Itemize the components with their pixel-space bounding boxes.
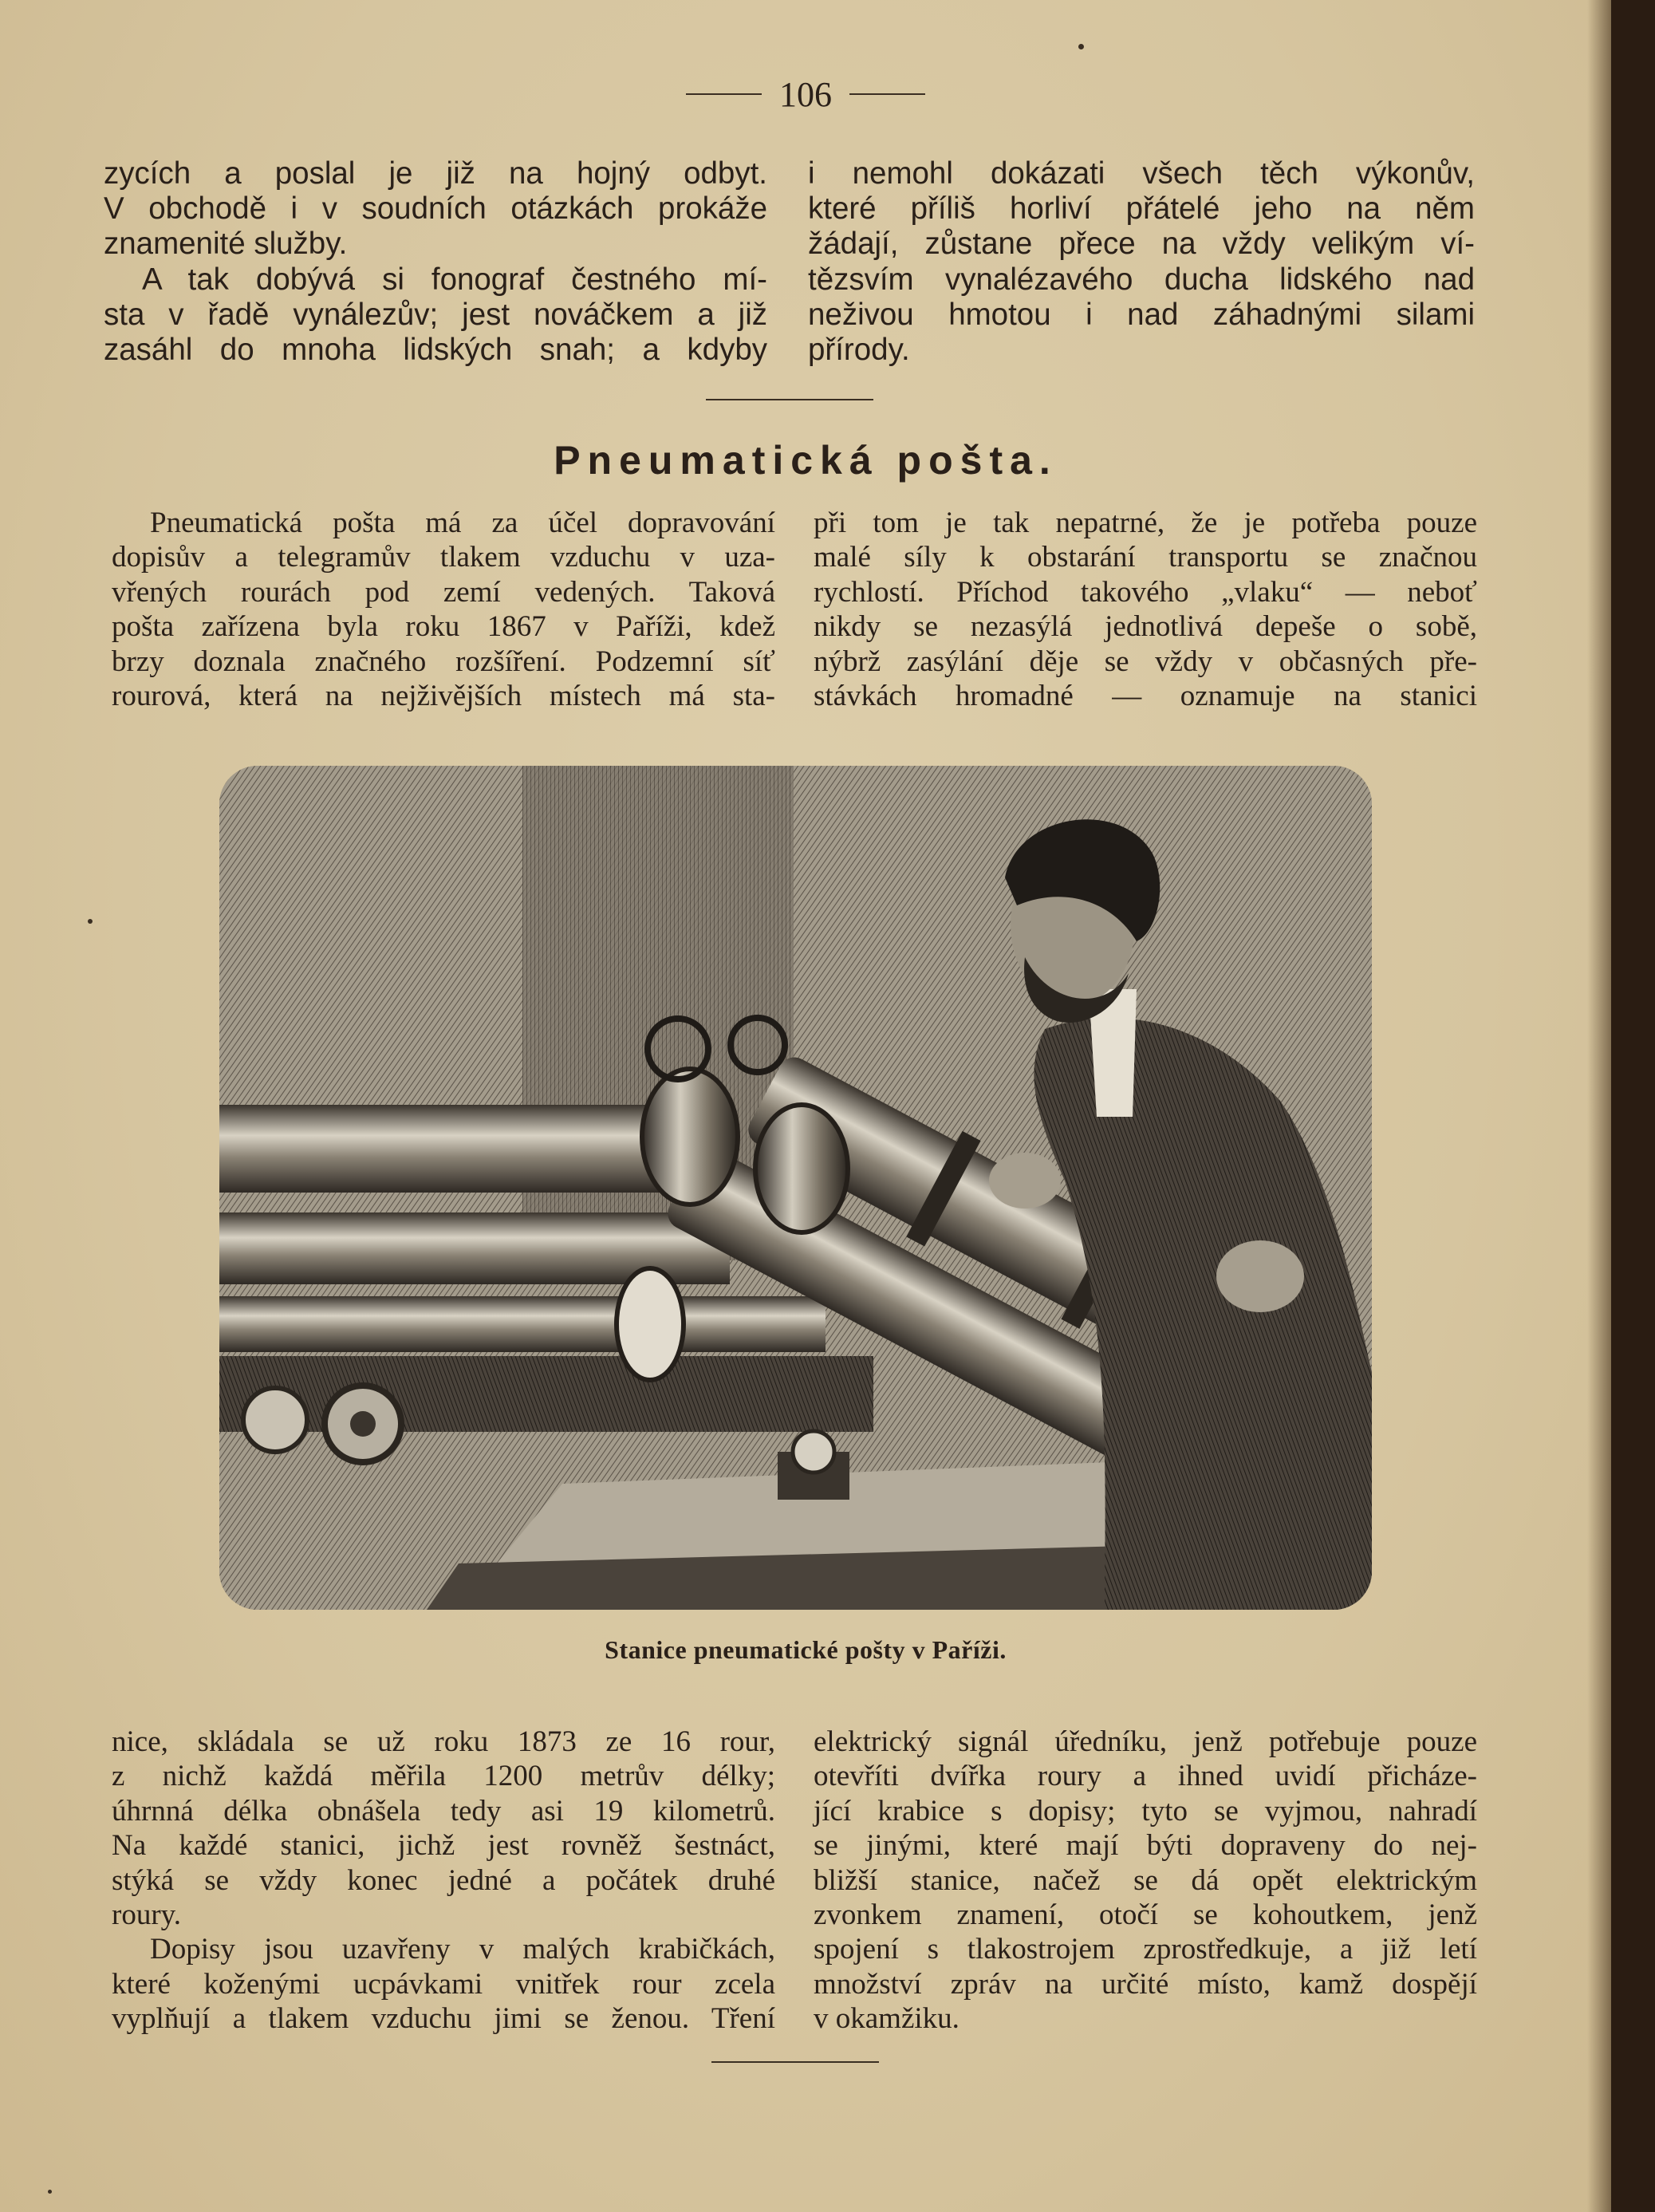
engraving-illustration bbox=[219, 766, 1372, 1610]
text-line: roury. bbox=[112, 1899, 181, 1932]
tube-mouth-upper bbox=[642, 1069, 738, 1205]
text-line: z nichž každá měřila 1200 metrův délky; bbox=[112, 1760, 775, 1793]
valve-hub bbox=[350, 1411, 376, 1437]
article-lower-right-column bbox=[814, 1725, 1477, 2037]
paper-speck bbox=[1078, 44, 1084, 49]
valve-wheel-left bbox=[243, 1388, 307, 1452]
text-line: otevříti dvířka roury a ihned uvidí přicháze- bbox=[814, 1760, 1477, 1793]
text-line: tězsvím vynalézavého ducha lidského nad bbox=[808, 262, 1475, 297]
text-line: Pneumatická pošta má za účel dopravování bbox=[150, 507, 775, 539]
text-line: vřených rourách pod zemí vedených. Taková bbox=[112, 575, 775, 609]
text-line: i nemohl dokázati všech těch výkonův, bbox=[808, 156, 1475, 191]
paper-speck bbox=[88, 919, 93, 924]
text-line: znamenité služby. bbox=[104, 227, 348, 262]
book-binding-edge bbox=[1611, 0, 1655, 2212]
previous-article-left-column bbox=[104, 156, 767, 368]
text-line: nice, skládala se už roku 1873 ze 16 rour, bbox=[112, 1725, 775, 1758]
text-line: rychlostí. Příchod takového „vlaku“ — neboť bbox=[814, 575, 1477, 609]
end-divider bbox=[711, 2061, 879, 2063]
figure-caption: Stanice pneumatické pošty v Paříži. bbox=[605, 1635, 1007, 1664]
text-line: Dopisy jsou uzavřeny v malých krabičkách, bbox=[150, 1933, 775, 1966]
text-line: stýká se vždy konec jedné a počátek druhé bbox=[112, 1863, 775, 1897]
page-number: 106 bbox=[779, 74, 832, 114]
text-line: které koženými ucpávkami vnitřek rour zcela bbox=[112, 1967, 775, 2001]
page-gutter-shadow bbox=[1587, 0, 1611, 2212]
text-line: dopisův a telegramův tlakem vzduchu v uza- bbox=[112, 541, 775, 574]
text-line: zasáhl do mnoha lidských snah; a kdyby bbox=[104, 333, 767, 368]
article-upper-right-column bbox=[814, 506, 1477, 713]
text-line: které příliš horliví přátelé jeho na něm bbox=[808, 191, 1475, 227]
text-line: jící krabice s dopisy; tyto se vyjmou, nahradí bbox=[814, 1794, 1477, 1828]
text-line: v okamžiku. bbox=[814, 2002, 960, 2036]
tube-mouth-lower bbox=[617, 1268, 684, 1380]
text-line: přírody. bbox=[808, 333, 910, 368]
article-title: Pneumatická pošta. bbox=[554, 438, 1058, 483]
text-line: neživou hmotou i nad záhadnými silami bbox=[808, 297, 1475, 332]
tube-mouth-middle bbox=[755, 1105, 848, 1232]
signal-bell bbox=[793, 1431, 834, 1473]
text-line: V obchodě i v soudních otázkách prokáže bbox=[104, 191, 767, 227]
text-line: nikdy se nezasýlá jednotlivá depeše o sobě, bbox=[814, 610, 1477, 644]
man-hand-left bbox=[989, 1153, 1061, 1209]
paper-speck bbox=[48, 2190, 52, 2194]
previous-article-right-column bbox=[808, 156, 1475, 368]
text-line: množství zpráv na určité místo, kamž dospějí bbox=[814, 1967, 1477, 2001]
text-line: brzy doznala značného rozšíření. Podzemní síť bbox=[112, 645, 775, 678]
page-header bbox=[0, 70, 1611, 118]
header-rule-right bbox=[849, 93, 925, 95]
horizontal-tube-lower bbox=[219, 1296, 826, 1352]
text-line: malé síly k obstarání transportu se značnou bbox=[814, 541, 1477, 574]
section-divider bbox=[706, 399, 873, 400]
text-line: A tak dobývá si fonograf čestného mí- bbox=[142, 262, 767, 297]
text-line: spojení s tlakostrojem zprostředkuje, a již letí bbox=[814, 1933, 1477, 1966]
text-line: nýbrž zasýlání děje se vždy v občasných pře- bbox=[814, 645, 1477, 678]
text-line: elektrický signál úředníku, jenž potřebuje pouze bbox=[814, 1725, 1477, 1758]
article-upper-left-column bbox=[112, 506, 775, 713]
text-line: stávkách hromadné — oznamuje na stanici bbox=[814, 680, 1477, 713]
text-line: bližší stanice, načež se dá opět elektrickým bbox=[814, 1863, 1477, 1897]
text-line: zycích a poslal je již na hojný odbyt. bbox=[104, 156, 767, 191]
text-line: zvonkem znamení, otočí se kohoutkem, jenž bbox=[814, 1899, 1477, 1932]
text-line: sta v řadě vynálezův; jest nováčkem a již bbox=[104, 297, 767, 332]
text-line: rourová, která na nejživějších místech má sta- bbox=[112, 680, 775, 713]
text-line: vyplňují a tlakem vzduchu jimi se ženou. Tření bbox=[112, 2002, 775, 2036]
text-line: při tom je tak nepatrné, že je potřeba pouze bbox=[814, 507, 1477, 539]
article-lower-left-column bbox=[112, 1725, 775, 2037]
text-line: Na každé stanici, jichž jest rovněž šestnáct, bbox=[112, 1829, 775, 1863]
text-line: pošta zařízena byla roku 1867 v Paříži, kdež bbox=[112, 610, 775, 644]
machine-base bbox=[219, 1356, 873, 1432]
header-rule-left bbox=[686, 93, 762, 95]
horizontal-tube-upper bbox=[219, 1105, 666, 1193]
text-line: se jinými, které mají býti dopraveny do nej- bbox=[814, 1829, 1477, 1863]
text-line: žádají, zůstane přece na vždy velikým ví- bbox=[808, 227, 1475, 262]
man-hand-right bbox=[1216, 1240, 1304, 1312]
text-line: úhrnná délka obnášela tedy asi 19 kilometrů. bbox=[112, 1794, 775, 1828]
